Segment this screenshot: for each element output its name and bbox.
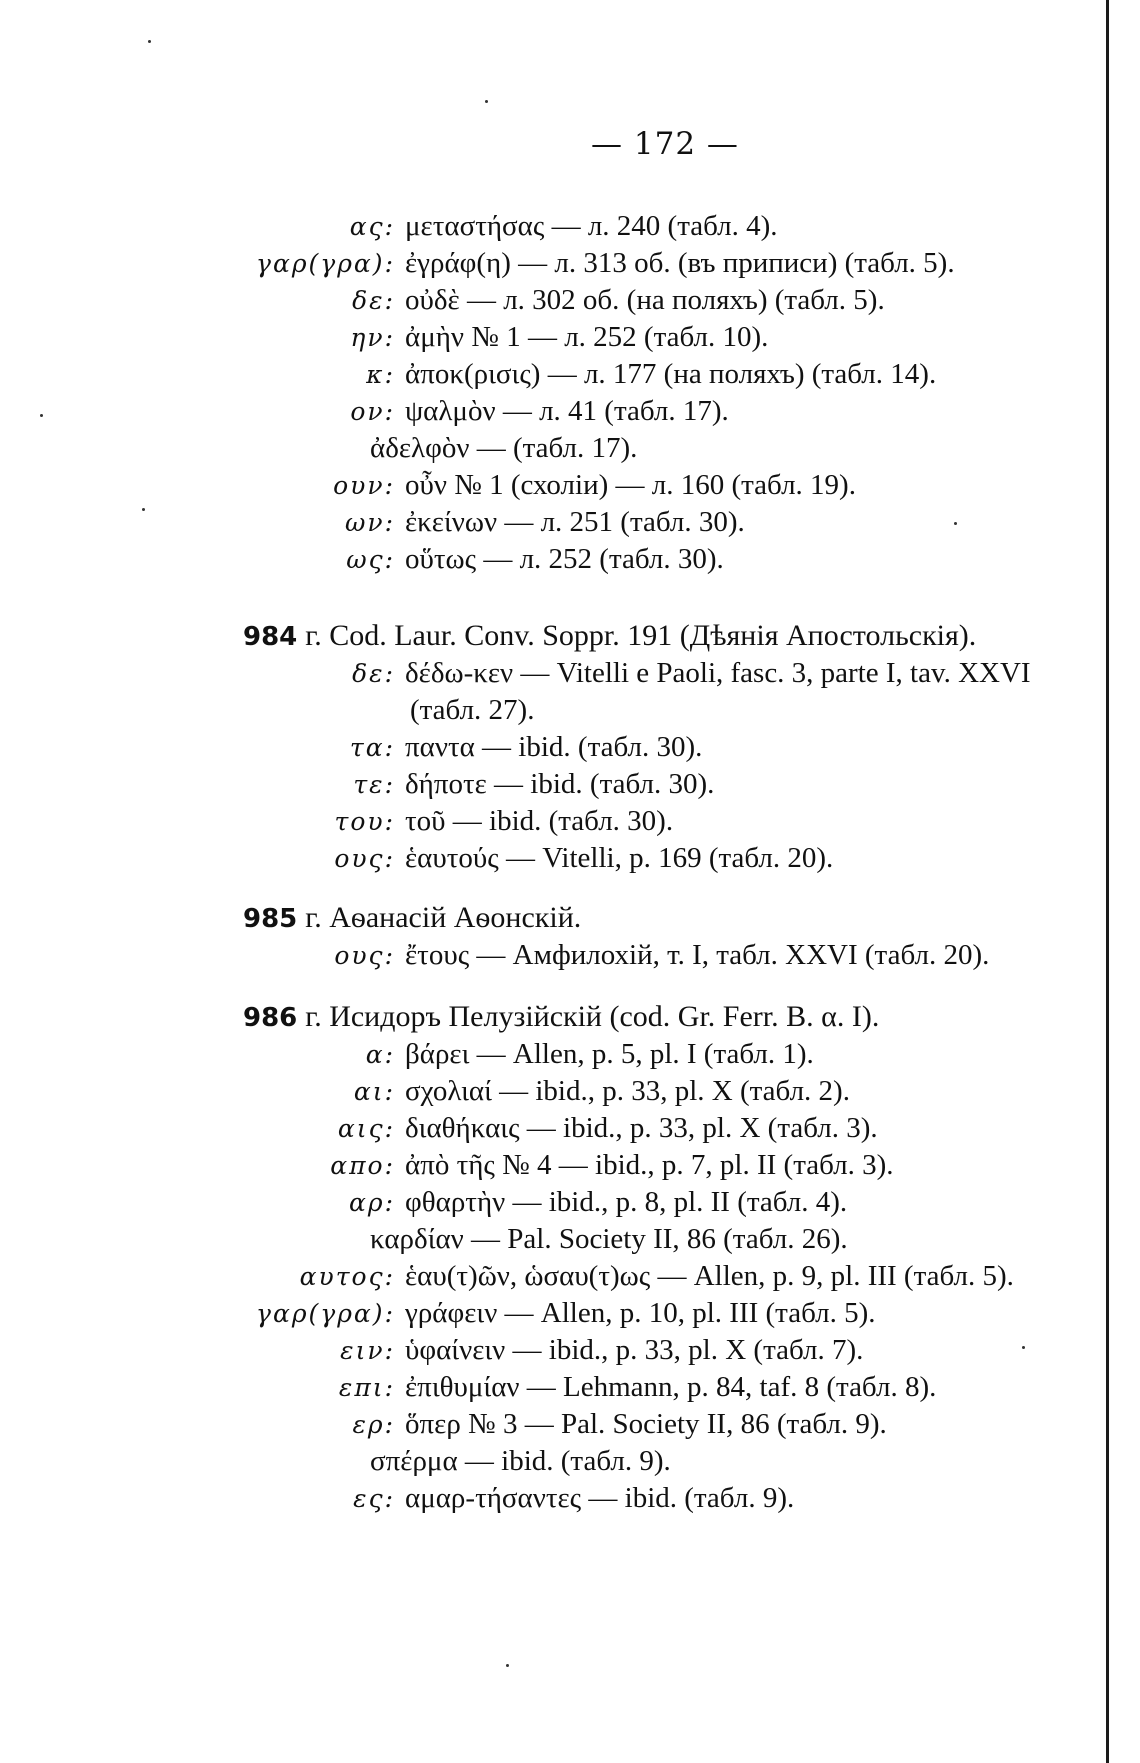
- page-number: — 172 —: [591, 126, 739, 162]
- entry-ligature-label: κ:: [366, 360, 395, 389]
- entry-line: [155, 803, 673, 840]
- entry-line: [155, 356, 936, 393]
- entry-line: [155, 1147, 894, 1184]
- entry-ligature-label: α:: [365, 1040, 395, 1069]
- entry-text: παντα — ibid. (табл. 30).: [405, 731, 703, 763]
- entry-line: [155, 1332, 863, 1369]
- entry-line: [155, 937, 989, 974]
- entry-ligature-label: αυτος:: [299, 1262, 395, 1291]
- entry-line: [155, 430, 637, 466]
- year-heading: [243, 900, 581, 937]
- entry-line: [155, 1073, 850, 1110]
- entry-ligature-label: δε:: [352, 286, 395, 315]
- entry-text: ἑαυ(τ)ῶν, ὡσαυ(τ)ως — Allen, p. 9, pl. III (табл. 5).: [405, 1260, 1014, 1292]
- entry-line: [155, 1036, 814, 1073]
- entry-line: [155, 208, 778, 245]
- entry-text: ἐγράφ(η) — л. 313 об. (въ приписи) (табл. 5).: [405, 247, 955, 279]
- year-description: г. Cod. Laur. Conv. Soppr. 191 (Дѣянія Апостольскія).: [305, 619, 977, 652]
- entry-text: φθαρτὴν — ibid., p. 8, pl. II (табл. 4).: [405, 1186, 848, 1218]
- entry-ligature-label: ας:: [349, 212, 395, 241]
- entry-text: σχολιαί — ibid., p. 33, pl. X (табл. 2).: [405, 1075, 850, 1107]
- entry-line: [155, 1480, 794, 1517]
- entry-ligature-label: ες:: [353, 1484, 395, 1513]
- entry-ligature-label: ον:: [350, 397, 395, 426]
- entry-text: καρδίαν — Pal. Society II, 86 (табл. 26).: [370, 1223, 848, 1255]
- entry-line: [155, 1406, 887, 1443]
- entry-ligature-label: ους:: [334, 844, 395, 873]
- scan-speck: [485, 100, 488, 103]
- entry-ligature-label: αι:: [353, 1077, 395, 1106]
- year-number: 984: [243, 622, 298, 652]
- entry-ligature-label: αις:: [337, 1114, 395, 1143]
- entry-ligature-label: ην:: [350, 323, 395, 352]
- entry-line: [155, 282, 885, 319]
- entry-ligature-label: αρ:: [348, 1188, 395, 1217]
- entry-ligature-label: ους:: [334, 941, 395, 970]
- entry-line: [155, 245, 955, 282]
- scan-speck: [148, 40, 151, 43]
- entry-text: μεταστήσας — л. 240 (табл. 4).: [405, 210, 778, 242]
- scan-speck: [142, 508, 145, 511]
- entry-line: [155, 655, 1031, 692]
- entry-text: αμαρ-τήσαντες — ibid. (табл. 9).: [405, 1482, 795, 1514]
- entry-ligature-label: γαρ(γρα):: [256, 1299, 395, 1328]
- entry-text: ὑφαίνειν — ibid., p. 33, pl. X (табл. 7).: [405, 1334, 864, 1366]
- entry-text: βάρει — Allen, p. 5, pl. I (табл. 1).: [405, 1038, 814, 1070]
- entry-line: [155, 692, 534, 728]
- entry-text: ἀπὸ τῆς № 4 — ibid., p. 7, pl. II (табл. 3).: [405, 1149, 894, 1181]
- entry-ligature-label: τα:: [349, 733, 395, 762]
- entry-text: δήποτε — ibid. (табл. 30).: [405, 768, 715, 800]
- entry-text: ὅπερ № 3 — Pal. Society II, 86 (табл. 9).: [405, 1408, 887, 1440]
- entry-text: τοῦ — ibid. (табл. 30).: [405, 805, 674, 837]
- entry-ligature-label: τε:: [353, 770, 395, 799]
- year-description: г. Исидоръ Пелузійскій (cod. Gr. Ferr. B. α. I).: [305, 1000, 880, 1033]
- scan-edge-line: [1106, 0, 1109, 1763]
- entry-line: [155, 1110, 878, 1147]
- entry-line: [155, 1369, 936, 1406]
- entry-text: δέδω-κεν — Vitelli e Paoli, fasc. 3, parte I, tav. XXVI: [405, 657, 1031, 689]
- entry-text: ἀδελφὸν — (табл. 17).: [370, 432, 638, 464]
- entry-text: ἑαυτούς — Vitelli, p. 169 (табл. 20).: [405, 842, 834, 874]
- entry-text: (табл. 27).: [410, 694, 535, 726]
- entry-ligature-label: ων:: [344, 508, 395, 537]
- scan-speck: [954, 522, 957, 525]
- year-description: г. Аѳанасій Аѳонскій.: [305, 901, 582, 934]
- entry-line: [155, 840, 833, 877]
- entry-line: [155, 729, 702, 766]
- entry-text: διαθήκαις — ibid., p. 33, pl. X (табл. 3).: [405, 1112, 878, 1144]
- entry-line: [155, 541, 724, 578]
- scan-speck: [1022, 1346, 1025, 1349]
- year-number: 986: [243, 1003, 298, 1033]
- entry-text: ψαλμὸν — л. 41 (табл. 17).: [405, 395, 729, 427]
- entry-text: ἀμὴν № 1 — л. 252 (табл. 10).: [405, 321, 769, 353]
- entry-ligature-label: επι:: [338, 1373, 395, 1402]
- entry-text: ἔτους — Амфилохій, т. I, табл. XXVI (табл. 20).: [405, 939, 990, 971]
- entry-line: [155, 467, 856, 504]
- entry-line: [155, 319, 768, 356]
- entry-ligature-label: δε:: [352, 659, 395, 688]
- entry-text: σπέρμα — ibid. (табл. 9).: [370, 1445, 671, 1477]
- entry-text: ἐπιθυμίαν — Lehmann, p. 84, taf. 8 (табл. 8).: [405, 1371, 937, 1403]
- entry-ligature-label: ειν:: [340, 1336, 395, 1365]
- entry-ligature-label: απο:: [330, 1151, 395, 1180]
- entry-line: [155, 1443, 671, 1479]
- entry-ligature-label: ως:: [346, 545, 395, 574]
- entry-text: οὕτως — л. 252 (табл. 30).: [405, 543, 724, 575]
- year-heading: [243, 999, 879, 1036]
- entry-line: [155, 1221, 848, 1257]
- entry-text: ἀποκ(ρισις) — л. 177 (на поляхъ) (табл. 14).: [405, 358, 937, 390]
- entry-line: [155, 393, 729, 430]
- entry-line: [155, 504, 745, 541]
- entry-ligature-label: γαρ(γρα):: [256, 249, 395, 278]
- entry-text: γράφειν — Allen, p. 10, pl. III (табл. 5).: [405, 1297, 876, 1329]
- entry-line: [155, 766, 714, 803]
- scan-speck: [506, 1664, 509, 1667]
- year-number: 985: [243, 904, 298, 934]
- entry-text: οὖν № 1 (схоліи) — л. 160 (табл. 19).: [405, 469, 856, 501]
- entry-ligature-label: ουν:: [333, 471, 395, 500]
- entry-line: [155, 1184, 847, 1221]
- entry-ligature-label: ερ:: [352, 1410, 395, 1439]
- year-heading: [243, 618, 976, 655]
- scan-speck: [40, 414, 43, 417]
- entry-ligature-label: του:: [334, 807, 395, 836]
- entry-line: [155, 1295, 876, 1332]
- entry-text: οὐδὲ — л. 302 об. (на поляхъ) (табл. 5).: [405, 284, 885, 316]
- entry-text: ἐκείνων — л. 251 (табл. 30).: [405, 506, 745, 538]
- entry-line: [155, 1258, 1014, 1295]
